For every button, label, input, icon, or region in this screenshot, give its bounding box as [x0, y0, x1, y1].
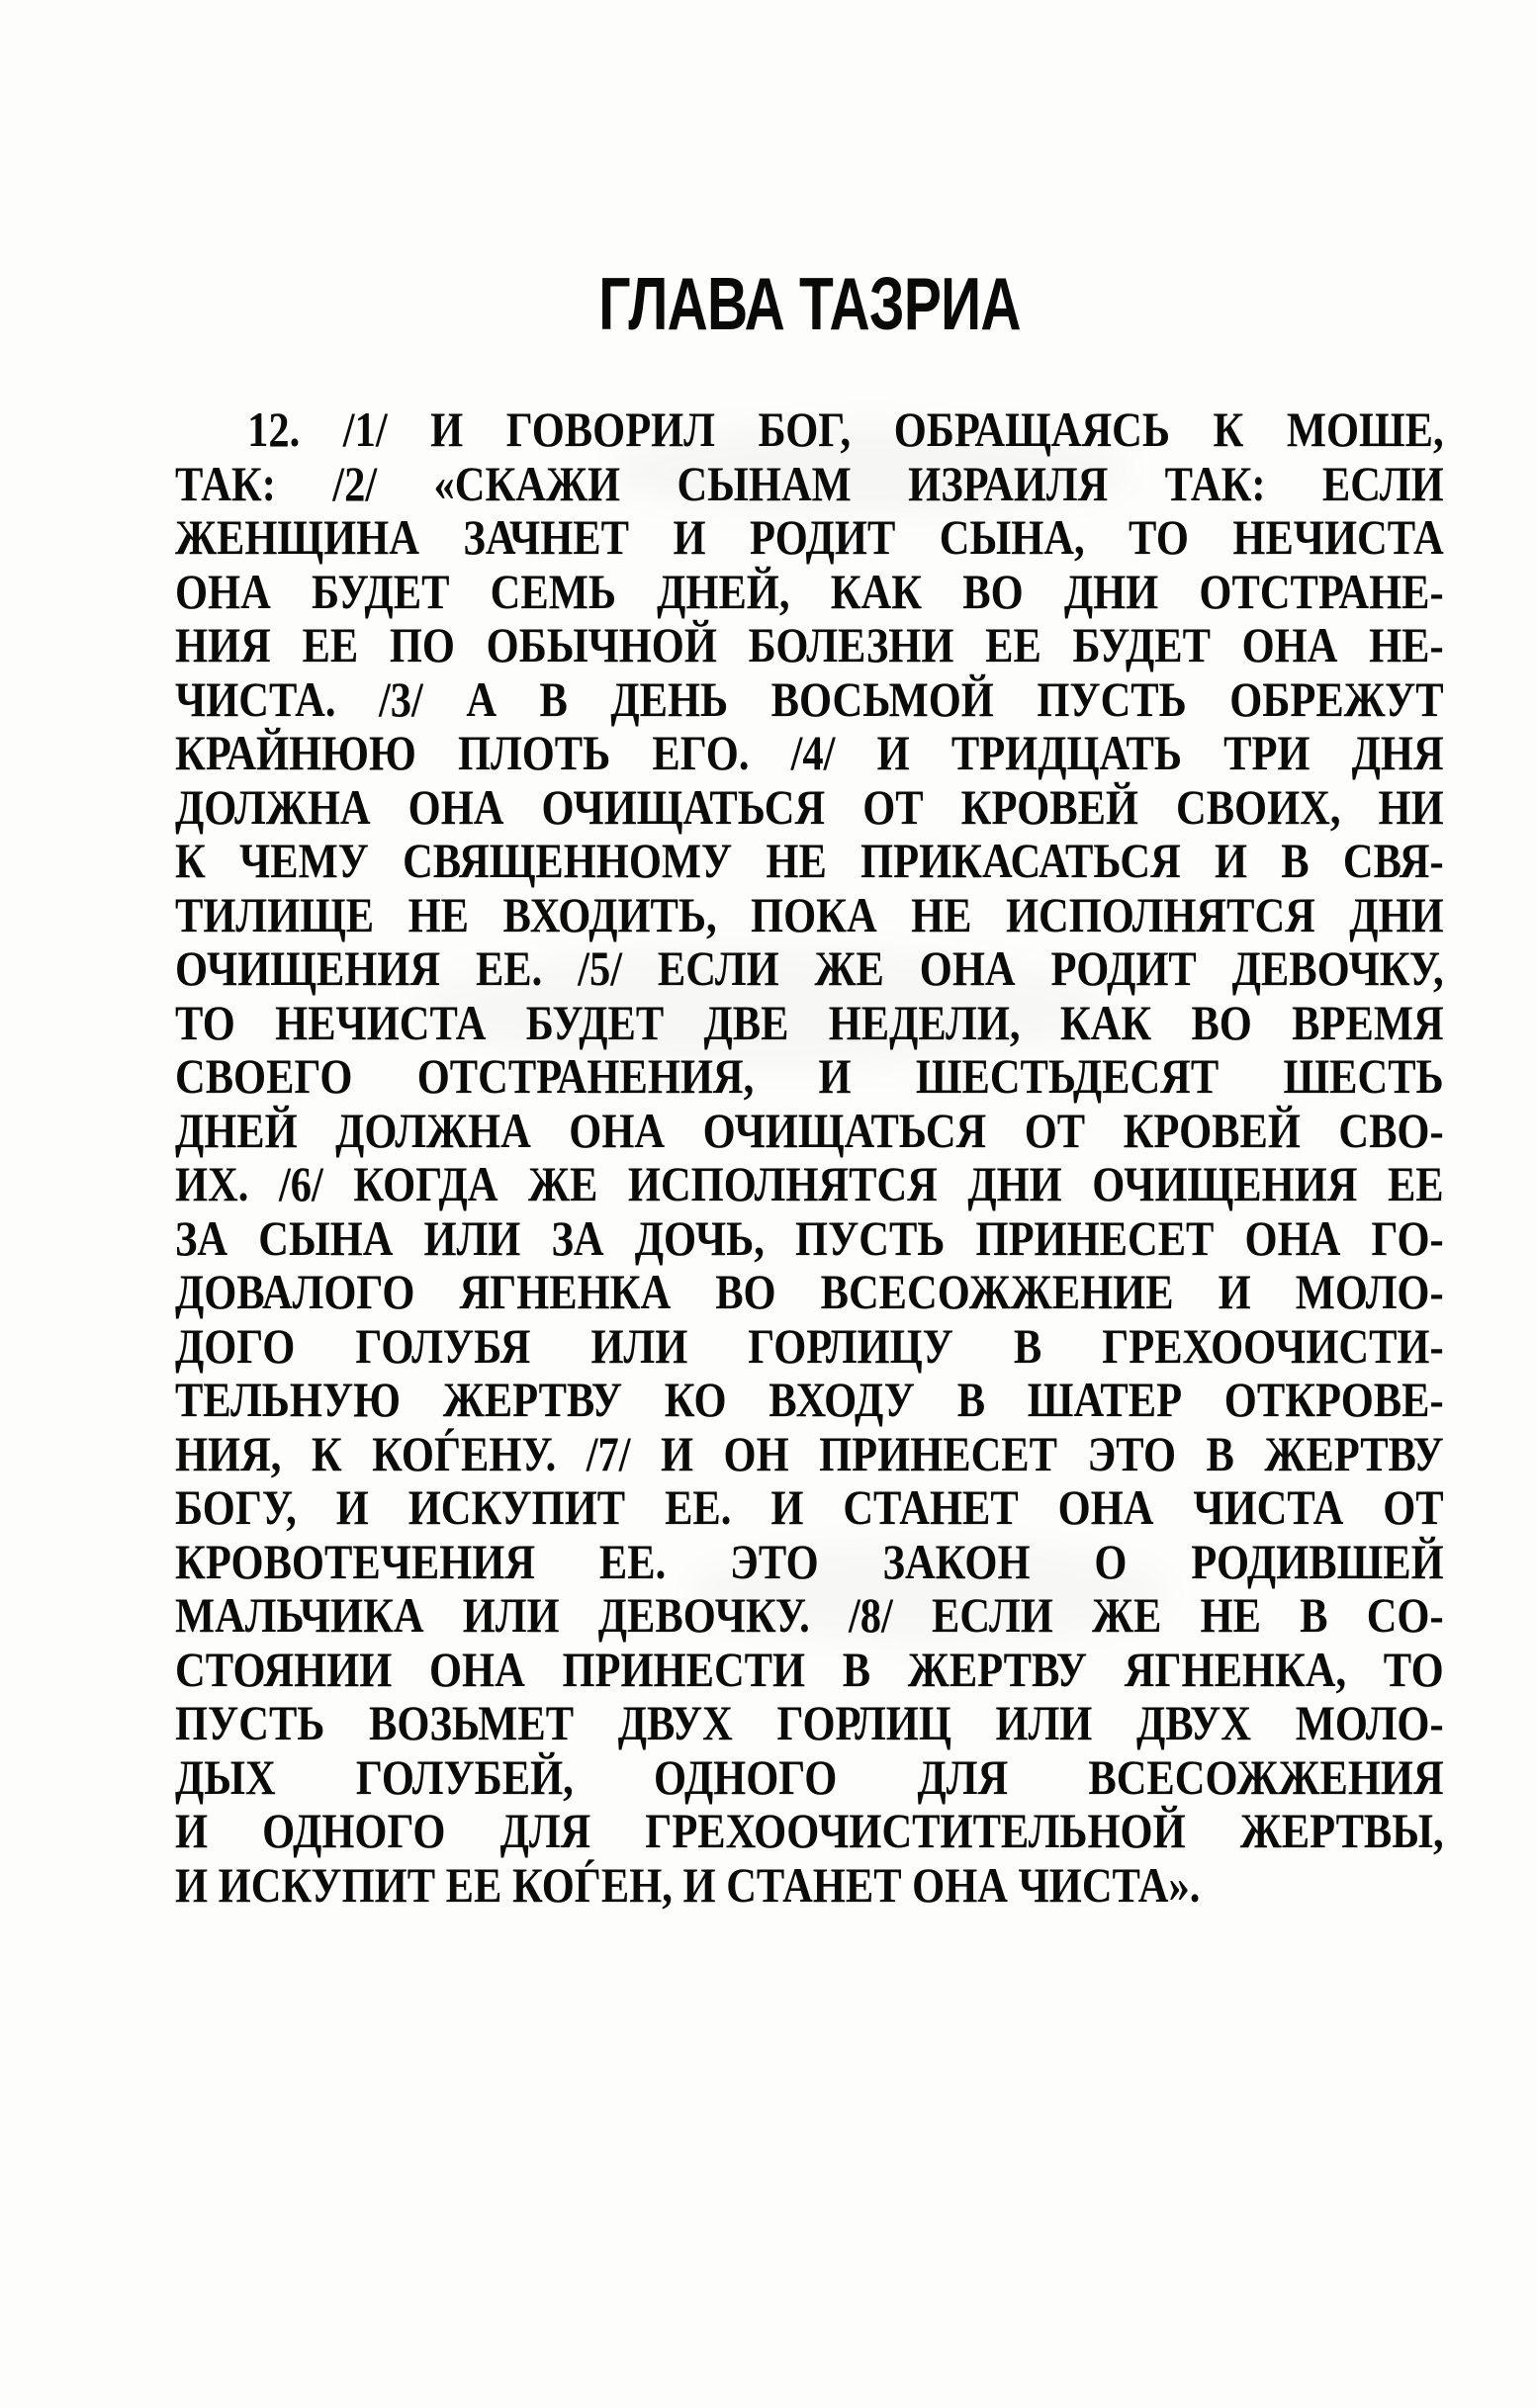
text-line: ЖЕНЩИНА ЗАЧНЕТ И РОДИТ СЫНА, ТО НЕЧИСТА	[175, 509, 1444, 565]
text-line: И ИСКУПИТ ЕЕ КОЃЕН, И СТАНЕТ ОНА ЧИСТА».	[175, 1856, 1201, 1913]
text-line: 12. /1/ И ГОВОРИЛ БОГ, ОБРАЩАЯСЬ К МОШЕ,	[247, 401, 1444, 457]
text-line: БОГУ, И ИСКУПИТ ЕЕ. И СТАНЕТ ОНА ЧИСТА ОТ	[175, 1479, 1444, 1535]
text-line: ДОВАЛОГО ЯГНЕНКА ВО ВСЕСОЖЖЕНИЕ И МОЛО-	[175, 1264, 1444, 1319]
text-line: ДОЛЖНА ОНА ОЧИЩАТЬСЯ ОТ КРОВЕЙ СВОИХ, НИ	[175, 778, 1444, 835]
text-line: ЗА СЫНА ИЛИ ЗА ДОЧЬ, ПУСТЬ ПРИНЕСЕТ ОНА ГО-	[175, 1209, 1444, 1266]
text-line: СТОЯНИИ ОНА ПРИНЕСТИ В ЖЕРТВУ ЯГНЕНКА, ТО	[175, 1641, 1444, 1697]
text-line: ТИЛИЩЕ НЕ ВХОДИТЬ, ПОКА НЕ ИСПОЛНЯТСЯ ДНИ	[175, 886, 1444, 942]
text-line: К ЧЕМУ СВЯЩЕННОМУ НЕ ПРИКАСАТЬСЯ И В СВЯ-	[175, 833, 1444, 888]
text-line: НИЯ, К КОЃЕНУ. /7/ И ОН ПРИНЕСЕТ ЭТО В ЖЕРТВУ	[175, 1425, 1444, 1481]
text-line: ДНЕЙ ДОЛЖНА ОНА ОЧИЩАТЬСЯ ОТ КРОВЕЙ СВО-	[175, 1102, 1444, 1158]
text-line: ПУСТЬ ВОЗЬМЕТ ДВУХ ГОРЛИЦ ИЛИ ДВУХ МОЛО-	[175, 1695, 1444, 1750]
chapter-text	[175, 402, 1444, 1912]
text-line: МАЛЬЧИКА ИЛИ ДЕВОЧКУ. /8/ ЕСЛИ ЖЕ НЕ В СО-	[175, 1587, 1444, 1643]
text-line: ТО НЕЧИСТА БУДЕТ ДВЕ НЕДЕЛИ, КАК ВО ВРЕМЯ	[175, 994, 1444, 1050]
text-line: СВОЕГО ОТСТРАНЕНИЯ, И ШЕСТЬДЕСЯТ ШЕСТЬ	[175, 1048, 1444, 1104]
text-line: ЧИСТА. /3/ А В ДЕНЬ ВОСЬМОЙ ПУСТЬ ОБРЕЖУТ	[175, 670, 1444, 727]
text-line: ТАК: /2/ «СКАЖИ СЫНАМ ИЗРАИЛЯ ТАК: ЕСЛИ	[175, 455, 1444, 511]
text-line: ДЫХ ГОЛУБЕЙ, ОДНОГО ДЛЯ ВСЕСОЖЖЕНИЯ	[175, 1748, 1444, 1805]
text-line: И ОДНОГО ДЛЯ ГРЕХООЧИСТИТЕЛЬНОЙ ЖЕРТВЫ,	[175, 1803, 1444, 1858]
chapter-title: ГЛАВА ТАЗРИА	[598, 262, 1021, 345]
text-line: КРОВОТЕЧЕНИЯ ЕЕ. ЭТО ЗАКОН О РОДИВШЕЙ	[175, 1533, 1444, 1589]
text-line: НИЯ ЕЕ ПО ОБЫЧНОЙ БОЛЕЗНИ ЕЕ БУДЕТ ОНА НЕ-	[175, 617, 1444, 672]
text-line: ИХ. /6/ КОГДА ЖЕ ИСПОЛНЯТСЯ ДНИ ОЧИЩЕНИЯ ЕЕ	[175, 1156, 1444, 1211]
text-line: ОЧИЩЕНИЯ ЕЕ. /5/ ЕСЛИ ЖЕ ОНА РОДИТ ДЕВОЧКУ,	[175, 940, 1444, 996]
text-line: ДОГО ГОЛУБЯ ИЛИ ГОРЛИЦУ В ГРЕХООЧИСТИ-	[175, 1317, 1444, 1374]
text-line: ТЕЛЬНУЮ ЖЕРТВУ КО ВХОДУ В ШАТЕР ОТКРОВЕ-	[175, 1372, 1444, 1427]
text-line: КРАЙНЮЮ ПЛОТЬ ЕГО. /4/ И ТРИДЦАТЬ ТРИ ДНЯ	[175, 725, 1444, 780]
text-line: ОНА БУДЕТ СЕМЬ ДНЕЙ, КАК ВО ДНИ ОТСТРАНЕ-	[175, 563, 1444, 619]
